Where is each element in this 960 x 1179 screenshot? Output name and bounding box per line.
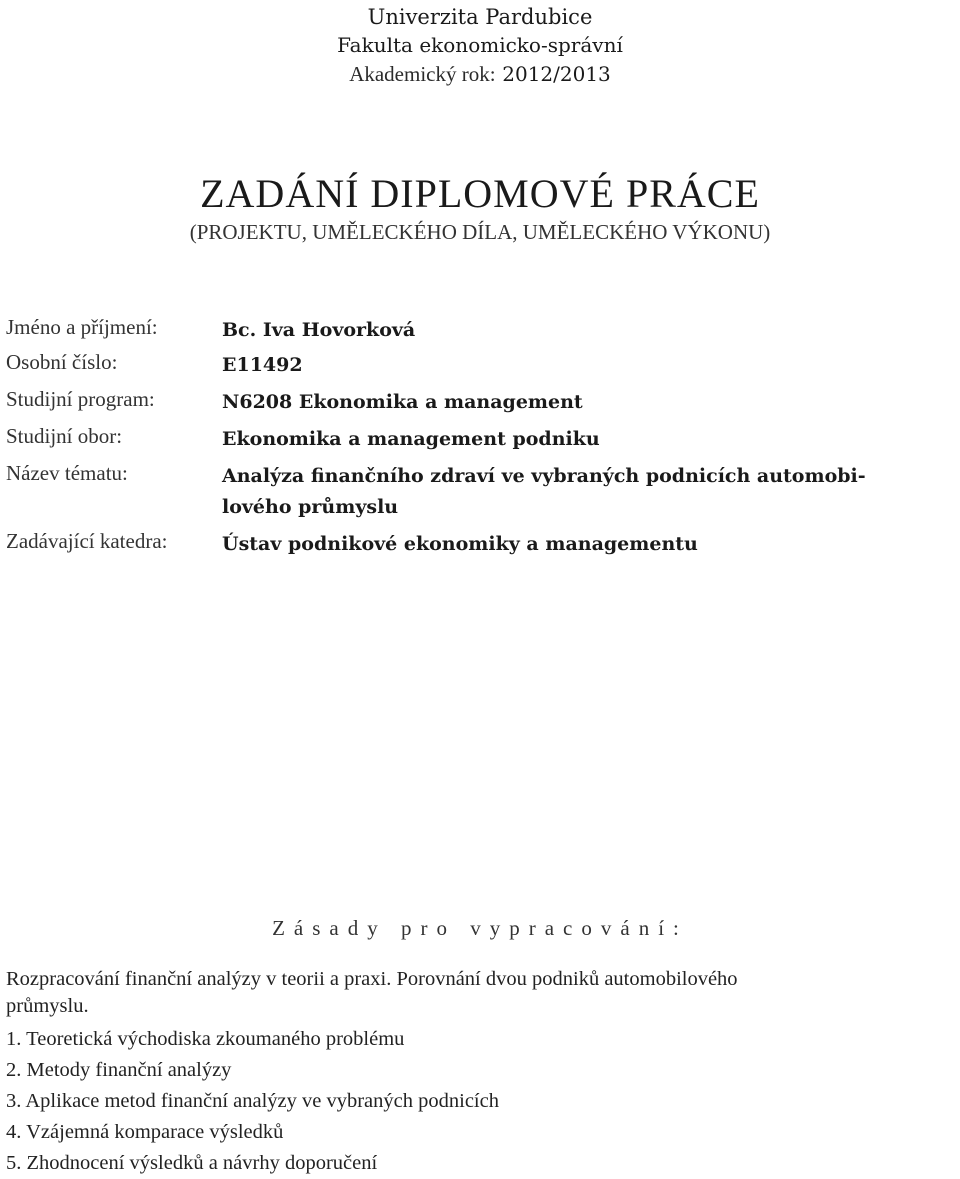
field-value-personal-number: E11492 [222,354,303,376]
field-label-field: Studijní obor: [6,424,123,448]
field-value-topic [222,461,954,523]
field-value-name: Bc. Iva Hovorková [222,319,416,341]
academic-year-label: Akademický rok: [349,62,496,86]
document-title: ZADÁNÍ DIPLOMOVÉ PRÁCE [200,171,760,216]
guidelines-list [6,1024,499,1179]
field-label-name: Jméno a příjmení: [6,315,158,339]
guidelines-intro-line2: průmyslu. [6,995,89,1017]
faculty-name [0,30,960,60]
field-value-field: Ekonomika a management podniku [222,428,600,450]
list-item: 3. Aplikace metod finanční analýzy ve vybraných podnicích [6,1090,499,1112]
field-value-department: Ústav podnikové ekonomiky a managementu [222,533,698,555]
field-label-department: Zadávající katedra: [6,529,168,553]
academic-year-value: 2012/2013 [502,62,611,86]
guidelines-intro-line1: Rozpracování finanční analýzy v teorii a praxi. Porovnání dvou podniků automobilového [6,968,738,990]
field-label-program: Studijní program: [6,387,155,411]
academic-year [0,59,960,89]
list-item: 1. Teoretická východiska zkoumaného problému [6,1028,405,1050]
field-value-program: N6208 Ekonomika a management [222,391,583,413]
university-name: Univerzita Pardubice [367,5,593,29]
field-label-personal-number: Osobní číslo: [6,350,118,374]
list-item: 5. Zhodnocení výsledků a návrhy doporučení [6,1152,378,1174]
field-value-topic-line1: Analýza finančního zdraví ve vybraných podnicích automobi- [222,465,866,487]
field-value-topic-line2: lového průmyslu [222,496,399,518]
list-item: 4. Vzájemná komparace výsledků [6,1121,284,1143]
list-item: 2. Metody finanční analýzy [6,1059,232,1081]
field-label-topic: Název tématu: [6,461,128,485]
faculty-text: Fakulta ekonomicko-správní [337,33,623,57]
document-subtitle: (PROJEKTU, UMĚLECKÉHO DÍLA, UMĚLECKÉHO VÝKONU) [189,220,771,244]
guidelines-heading: Zásady pro vypracování: [272,916,688,940]
